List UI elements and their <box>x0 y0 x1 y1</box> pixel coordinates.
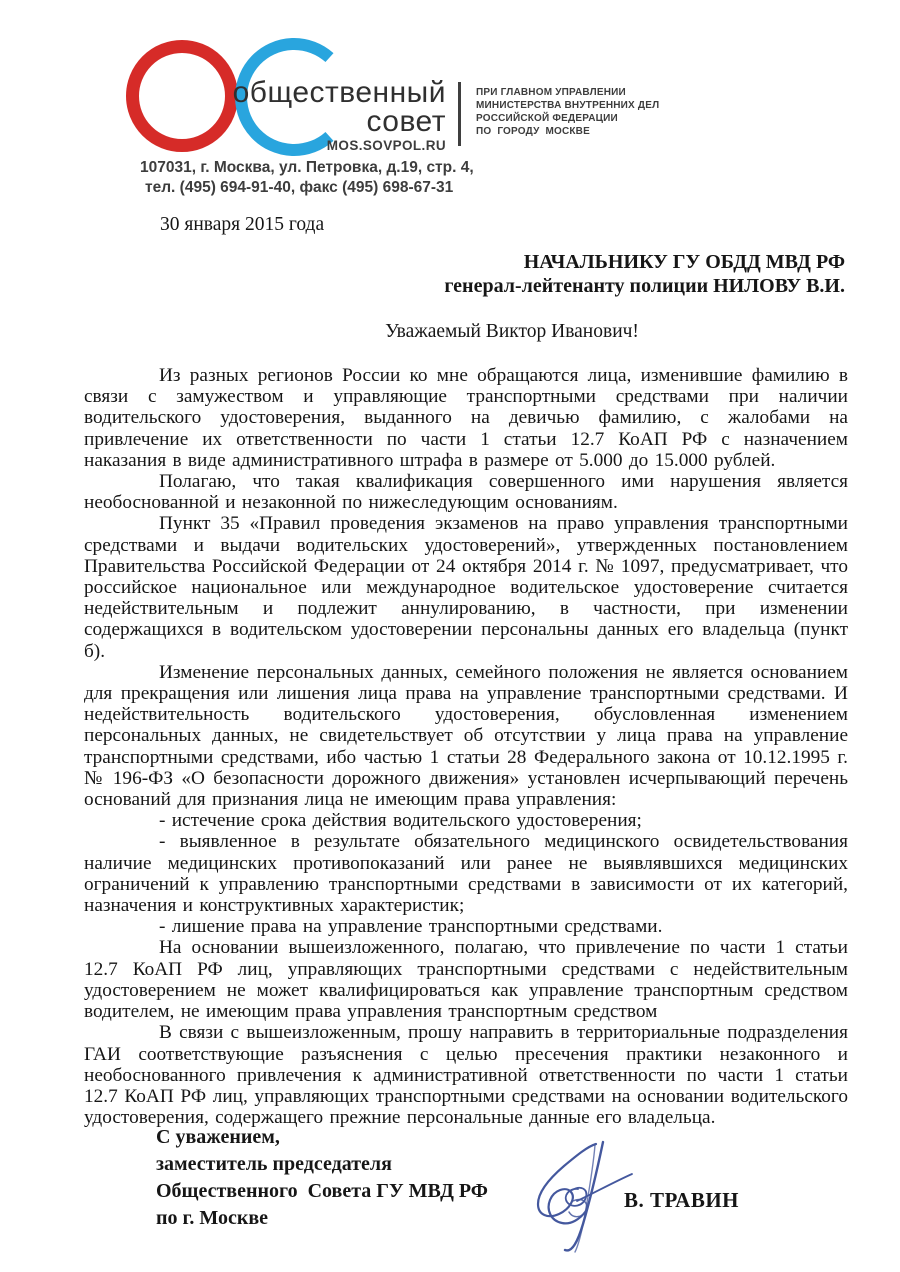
paragraph: Пункт 35 «Правил проведения экзаменов на право управления транспортными средствами и выдачи водительских удостоверений», утвержденных постановлением Правительства Российской Федерации от 24 октября 2014 г. № 1097, предусматривает, что российское национальное или международное водительское удостоверение считается недействительным и подлежит аннулированию, в частности, при изменении содержащихся в водительском удостоверении персональны данных его владельца (пункт б). <box>84 513 848 662</box>
paragraph: Изменение персональных данных, семейного положения не является основанием для прекращения или лишения лица права на управление транспортными средствами. И недействительность водительского удостоверения, обусловленная изменением персональных данных, не свидетельствует об отсутствии у лица права на управление транспортными средствами, ибо частью 1 статьи 28 Федерального закона от 10.12.1995 г. № 196-ФЗ «О безопасности дорожного движения» установлен исчерпывающий перечень оснований для признания лица не имеющим права управления: <box>84 661 848 811</box>
salutation: Уважаемый Виктор Иванович! <box>385 321 639 342</box>
paragraph: Из разных регионов России ко мне обращаются лица, изменившие фамилию в связи с замужеством и управляющие транспортными средствами при наличии водительского удостоверения, выданного на девичью фамилию, с жалобами на привлечение их ответственности по части 1 статьи 12.7 КоАП РФ с назначением наказания в виде административного штрафа в размере от 5.000 до 15.000 рублей. <box>84 365 848 471</box>
signer-name: В. ТРАВИН <box>624 1188 739 1212</box>
addressee-block <box>444 251 845 298</box>
logo-wordmark-line1: общественный <box>232 76 446 109</box>
paragraph: Полагаю, что такая квалификация совершенного ими нарушения является необоснованной и незаконной по нижеследующим основаниям. <box>84 471 848 514</box>
closing-block <box>156 1124 488 1232</box>
list-item: - истечение срока действия водительского удостоверения; <box>159 810 642 832</box>
affiliation-line: ПО ГОРОДУ МОСКВЕ <box>476 126 590 137</box>
letter-date: 30 января 2015 года <box>160 214 325 235</box>
address-line2: тел. (495) 694-91-40, факс (495) 698-67-31 <box>145 179 454 196</box>
closing-line: заместитель председателя <box>156 1153 392 1175</box>
affiliation-line: МИНИСТЕРСТВА ВНУТРЕННИХ ДЕЛ <box>476 100 660 111</box>
logo-wordmark <box>233 78 446 154</box>
closing-line: Общественного Совета ГУ МВД РФ <box>156 1180 488 1202</box>
list-item: - лишение права на управление транспортными средствами. <box>159 916 663 938</box>
addressee-line1: НАЧАЛЬНИКУ ГУ ОБДД МВД РФ <box>523 251 845 273</box>
address-line1: 107031, г. Москва, ул. Петровка, д.19, стр. 4, <box>140 159 474 176</box>
logo-website: MOS.SOVPOL.RU <box>326 138 446 153</box>
affiliation-line: ПРИ ГЛАВНОМ УПРАВЛЕНИИ <box>476 87 626 98</box>
affiliation-line: РОССИЙСКОЙ ФЕДЕРАЦИИ <box>476 113 618 124</box>
paragraph: В связи с вышеизложенным, прошу направить в территориальные подразделения ГАИ соответствующие разъяснения с целью пресечения практики незаконного и необоснованного привлечения к административной ответственности по части 1 статьи 12.7 КоАП РФ лиц, управляющих транспортными средствами на основании водительского удостоверения, содержащего прежние персональные данные его владельца. <box>84 1022 848 1129</box>
addressee-line2: генерал-лейтенанту полиции НИЛОВУ В.И. <box>444 274 845 297</box>
paragraph: На основании вышеизложенного, полагаю, что привлечение по части 1 статьи 12.7 КоАП РФ лиц, управляющих транспортными средствами с недействительным удостоверением не может квалифицироваться как управление транспортным средством водителем, не имеющим права управления транспортным средством <box>84 937 848 1023</box>
logo-wordmark-line2: совет <box>366 105 446 138</box>
list-item: - выявленное в результате обязательного медицинского освидетельствования наличие медицинских противопоказаний или ранее не выявлявшихся медицинских ограничений к управлению транспортными средствами в зависимости от их категорий, назначения и конструктивных характеристик; <box>84 831 848 917</box>
closing-line: С уважением, <box>156 1126 280 1148</box>
closing-line: по г. Москве <box>156 1207 269 1229</box>
affiliation-block <box>476 86 659 138</box>
logo-red-o-icon <box>126 40 238 152</box>
letterhead-divider <box>458 82 461 146</box>
letter-body <box>84 365 848 1128</box>
address-block <box>140 158 474 198</box>
